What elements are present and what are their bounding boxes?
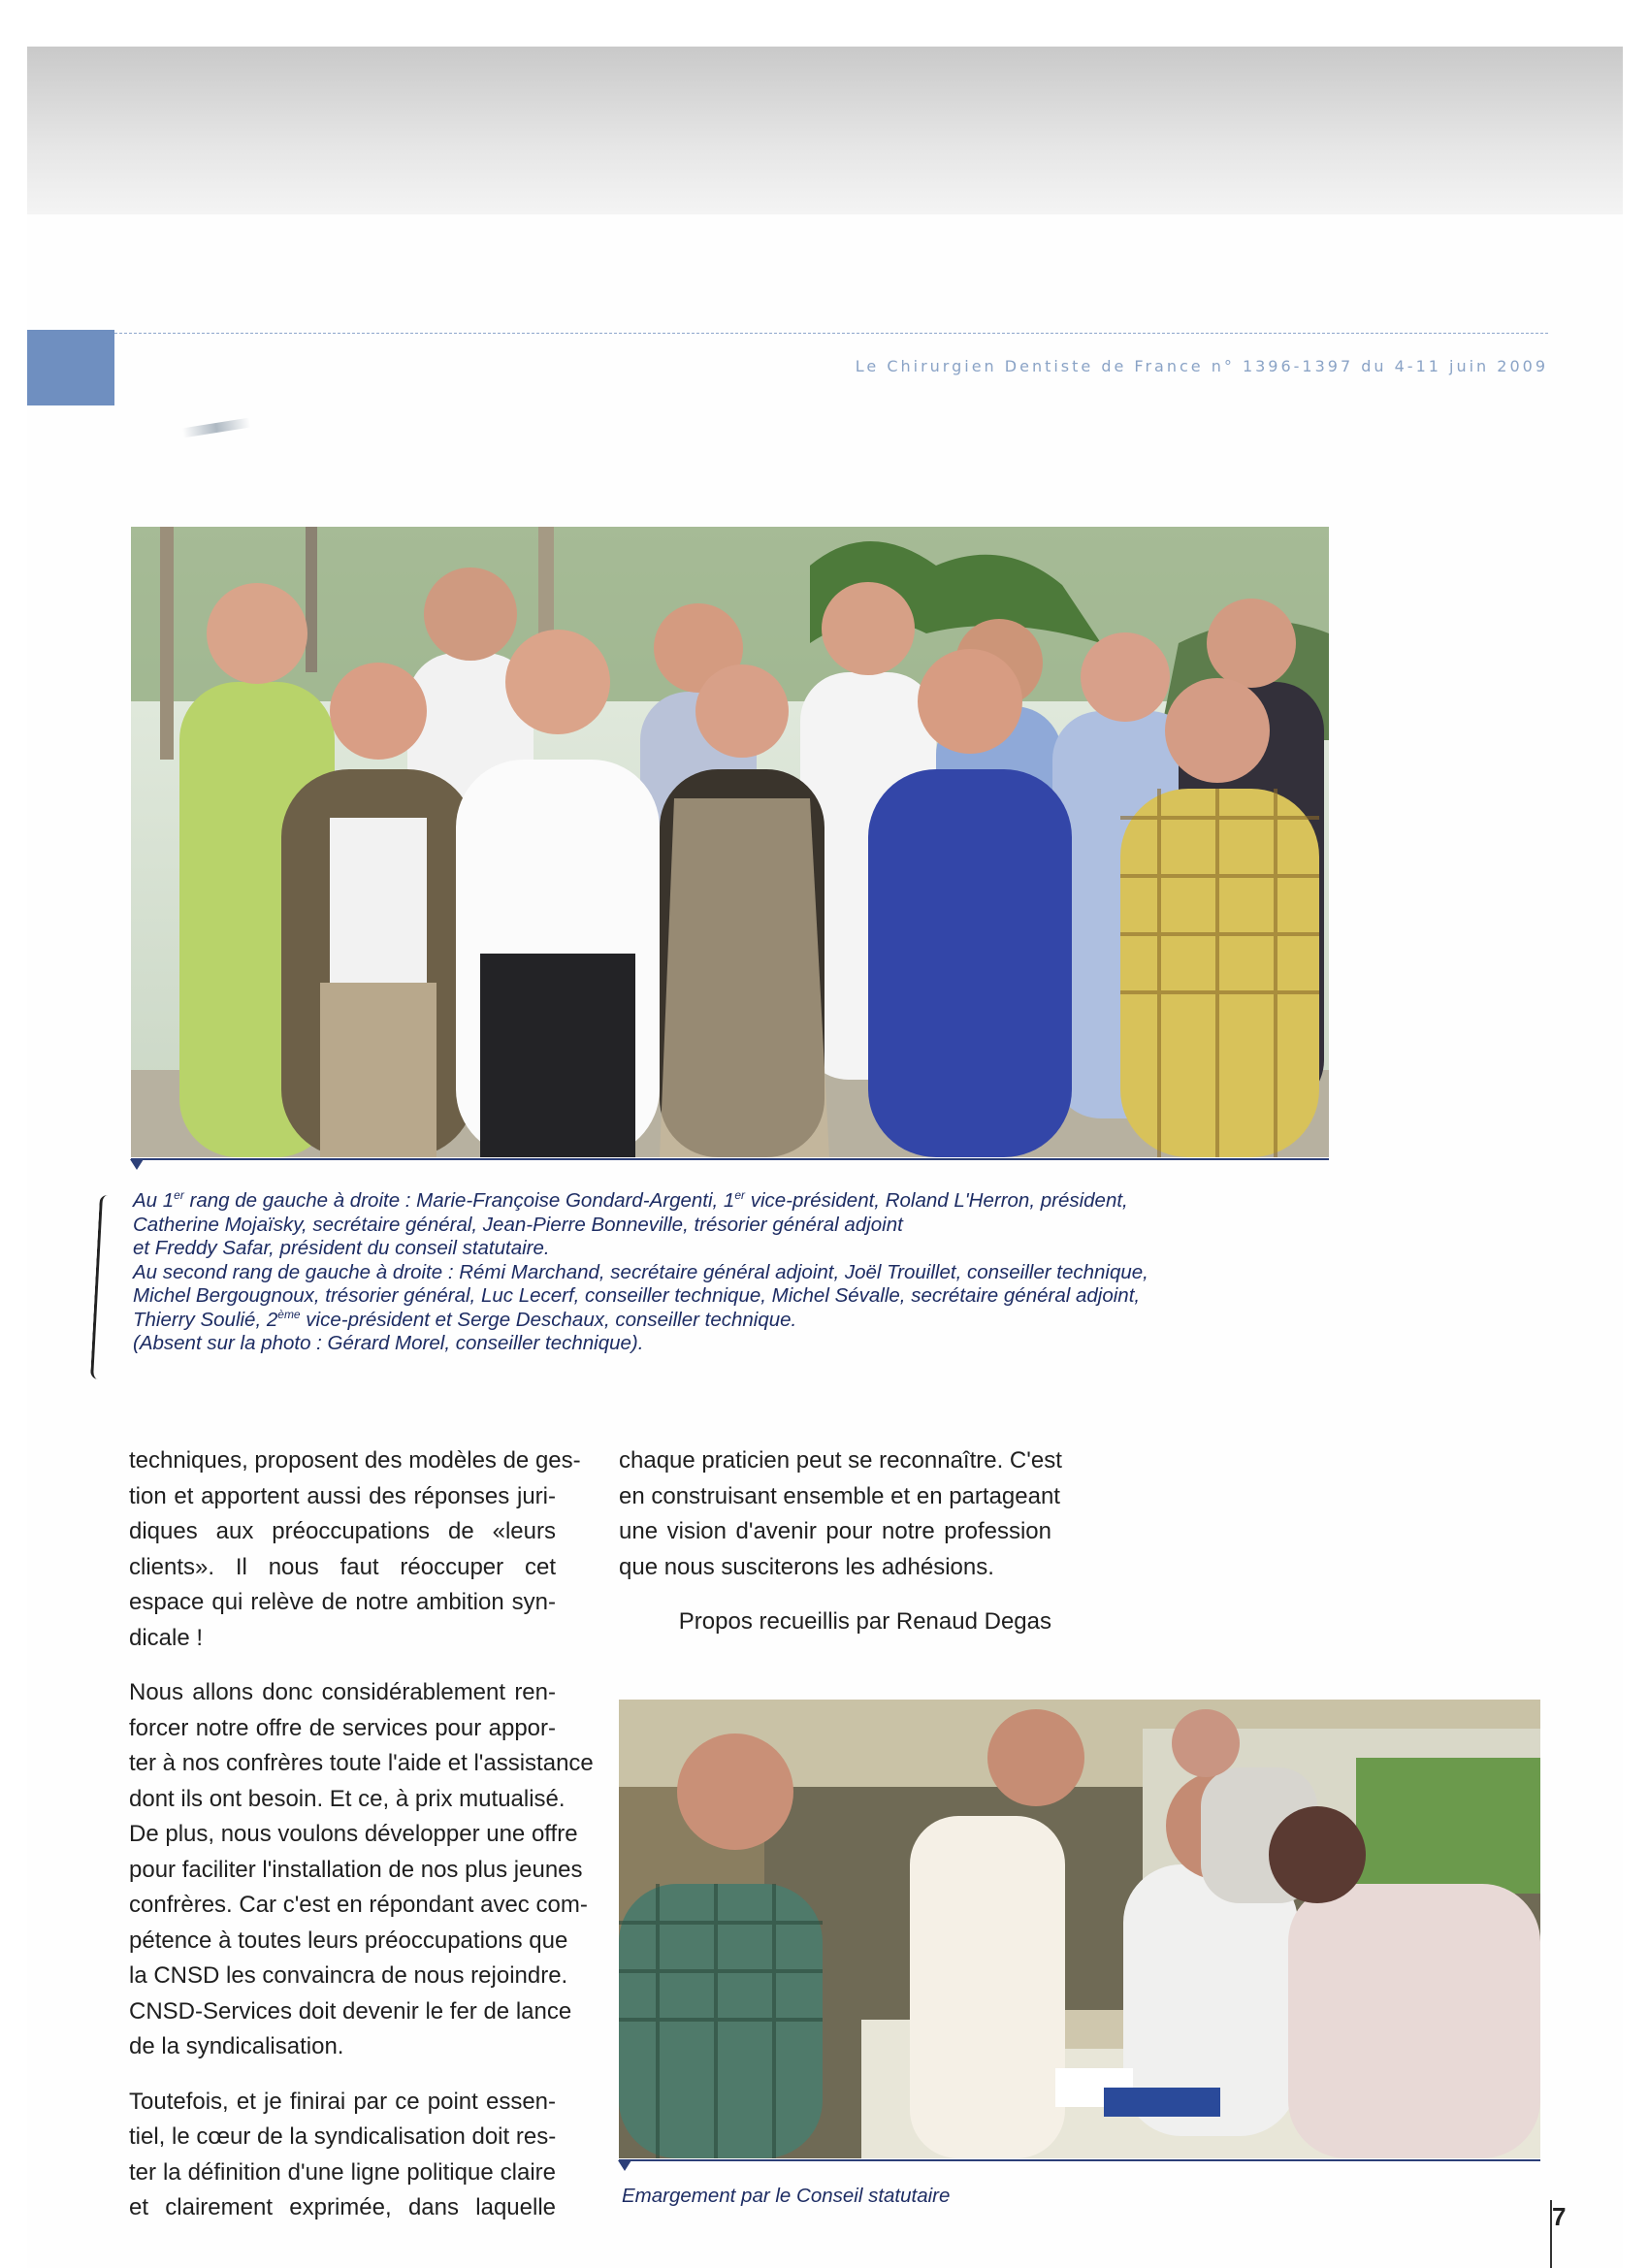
text-line: techniques, proposent des modèles de ges-	[129, 1447, 581, 1474]
body-paragraph	[129, 1443, 581, 1656]
caption-superscript: er	[734, 1188, 745, 1203]
group-photo	[131, 527, 1329, 1157]
caption-marker-icon	[618, 2160, 631, 2171]
text-line: clients». Il nous faut réoccuper cet	[129, 1553, 556, 1580]
group-photo-caption	[133, 1189, 1148, 1356]
page-number: 7	[1552, 2202, 1567, 2231]
text-line: la CNSD les convaincra de nous rejoindre.	[129, 1962, 568, 1989]
header-color-tab	[27, 330, 114, 405]
header-rule	[114, 333, 1548, 334]
text-line: en construisant ensemble et en partageant	[619, 1482, 1060, 1509]
text-line: diques aux préoccupations de «leurs	[129, 1518, 556, 1544]
caption-line	[133, 1309, 1148, 1333]
text-line: De plus, nous voulons développer une offre	[129, 1821, 578, 1847]
text-line: forcer notre offre de services pour appor-	[129, 1714, 556, 1741]
caption-marker-icon	[130, 1159, 144, 1170]
caption-text: vice-président et Serge Deschaux, conseiller technique.	[300, 1308, 797, 1331]
scan-background	[27, 47, 1623, 214]
body-paragraph	[129, 1675, 594, 2065]
signing-caption-rule	[619, 2159, 1540, 2161]
group-photo-image	[131, 527, 1329, 1157]
caption-text: Au second rang de gauche à droite : Rémi Marchand, secrétaire général adjoint, Joël Trouillet, conseiller technique,	[133, 1260, 1148, 1283]
caption-text: Michel Bergougnoux, trésorier général, Luc Lecerf, conseiller technique, Michel Sévalle, secrétaire général adjoint,	[133, 1284, 1141, 1307]
caption-text: vice-président, Roland L'Herron, président,	[745, 1189, 1128, 1212]
text-line: tiel, le cœur de la syndicalisation doit res-	[129, 2123, 557, 2150]
caption-line	[133, 1237, 1148, 1261]
signing-photo-caption: Emargement par le Conseil statutaire	[622, 2185, 951, 2207]
text-line: et clairement exprimée, dans laquelle	[129, 2194, 556, 2220]
right-column-text	[619, 1443, 1062, 1585]
body-paragraph	[129, 2085, 556, 2226]
caption-text: et Freddy Safar, président du conseil statutaire.	[133, 1237, 550, 1259]
text-line: confrères. Car c'est en répondant avec com-	[129, 1892, 588, 1918]
caption-text: rang de gauche à droite : Marie-Françoise Gondard-Argenti, 1	[183, 1189, 735, 1212]
caption-superscript: er	[174, 1188, 184, 1203]
text-line: tion et apportent aussi des réponses juri-	[129, 1482, 556, 1509]
caption-text: Catherine Mojaïsky, secrétaire général, Jean-Pierre Bonneville, trésorier général adjoint	[133, 1213, 903, 1236]
text-line: pétence à toutes leurs préoccupations que	[129, 1927, 568, 1954]
left-column	[129, 1443, 594, 2226]
paragraph-gap	[129, 1656, 556, 1675]
caption-line	[133, 1189, 1148, 1214]
signing-photo	[619, 1700, 1540, 2158]
caption-text: Au 1	[133, 1189, 175, 1212]
text-line: Nous allons donc considérablement ren-	[129, 1679, 556, 1705]
paragraph-gap	[129, 2065, 556, 2085]
group-caption-rule	[131, 1158, 1329, 1160]
caption-line	[133, 1284, 1148, 1309]
text-line: CNSD-Services doit devenir le fer de lance	[129, 1997, 572, 2025]
caption-line	[133, 1214, 1148, 1238]
text-line: dont ils ont besoin. Et ce, à prix mutualisé.	[129, 1785, 566, 1812]
caption-superscript: ème	[277, 1307, 301, 1321]
text-line: Toutefois, et je finirai par ce point essen-	[129, 2088, 556, 2115]
caption-text: Thierry Soulié, 2	[133, 1308, 278, 1331]
text-line: ter à nos confrères toute l'aide et l'assistance	[129, 1750, 594, 1776]
text-line: pour faciliter l'installation de nos plus jeunes	[129, 1856, 583, 1883]
text-line: de la syndicalisation.	[129, 2033, 344, 2059]
running-header: Le Chirurgien Dentiste de France n° 1396-1397 du 4-11 juin 2009	[855, 357, 1548, 375]
text-line: dicale !	[129, 1624, 204, 1651]
byline: Propos recueillis par Renaud Degas	[678, 1608, 1051, 1635]
text-line: chaque praticien peut se reconnaître. C'est	[619, 1447, 1062, 1474]
text-line: une vision d'avenir pour notre profession	[619, 1518, 1051, 1544]
caption-line	[133, 1332, 1148, 1356]
text-line: ter la définition d'une ligne politique claire	[129, 2158, 556, 2186]
text-line: que nous susciterons les adhésions.	[619, 1553, 994, 1580]
text-line: espace qui relève de notre ambition syn-	[129, 1589, 556, 1615]
caption-line	[133, 1261, 1148, 1285]
signing-photo-image	[619, 1700, 1540, 2158]
caption-text: (Absent sur la photo : Gérard Morel, conseiller technique).	[133, 1332, 644, 1354]
right-column	[619, 1443, 1062, 1640]
